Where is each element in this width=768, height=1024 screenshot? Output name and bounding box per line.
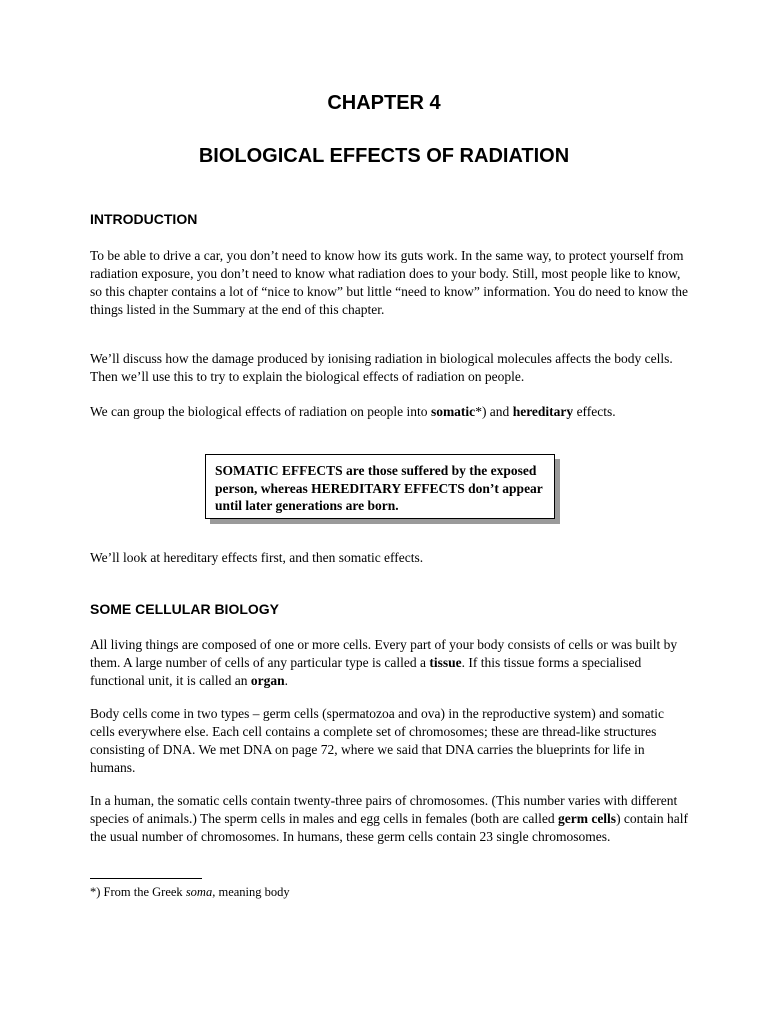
- term-somatic: somatic: [430, 404, 476, 419]
- paragraph-intro-2: We’ll discuss how the damage produced by ionising radiation in biological molecules affects the body cells. Then we’ll use this to try to explain the biological effects of radiation on people.: [90, 351, 673, 384]
- paragraph-text: .: [284, 673, 288, 688]
- chapter-title: BIOLOGICAL EFFECTS OF RADIATION: [198, 145, 570, 167]
- paragraph-bio-3: [90, 792, 690, 846]
- paragraph-text: . If this tissue forms a specialised functional unit, it is called an: [90, 655, 642, 688]
- paragraph-text: All living things are composed of one or more cells. Every part of your body consists of cells or was built by them. A large number of cells of any particular type is called a: [90, 637, 678, 670]
- term-organ: organ: [250, 673, 285, 688]
- footnote: [90, 884, 290, 900]
- paragraph-bio-1: [90, 636, 690, 690]
- term-germ-cells: germ cells: [557, 811, 617, 826]
- term-tissue: tissue: [429, 655, 462, 670]
- section-heading-introduction: INTRODUCTION: [90, 211, 198, 227]
- footnote-text: *) From the Greek: [90, 885, 186, 899]
- paragraph-text: effects.: [573, 404, 616, 419]
- paragraph-intro-4: We’ll look at hereditary effects first, and then somatic effects.: [90, 550, 424, 565]
- paragraph-intro-3: [90, 403, 690, 421]
- footnote-term: soma: [185, 885, 213, 899]
- definition-callout-box: [205, 454, 555, 519]
- paragraph-text: ) contain half the usual number of chromosomes. In humans, these germ cells contain 23 single chromosomes.: [90, 811, 689, 844]
- paragraph-intro-1: To be able to drive a car, you don’t need to know how its guts work. In the same way, to protect yourself from radiation exposure, you don’t need to know what radiation does to your body. Still, most people like to know, so this chapter contains a lot of “nice to know” but little “need to know” information. You do need to know the things listed in the Summary at the end of this chapter.: [90, 248, 689, 317]
- section-heading-cellular-biology: SOME CELLULAR BIOLOGY: [90, 601, 279, 617]
- paragraph-text: In a human, the somatic cells contain twenty-three pairs of chromosomes. (This number varies with different species of animals.) The sperm cells in males and egg cells in females (both are called: [90, 793, 678, 826]
- footnote-text: , meaning body: [212, 885, 290, 899]
- chapter-label: CHAPTER 4: [327, 92, 441, 114]
- term-hereditary: hereditary: [512, 404, 574, 419]
- footnote-divider: [90, 878, 202, 879]
- paragraph-text: We can group the biological effects of radiation on people into: [90, 404, 431, 419]
- callout-text: SOMATIC EFFECTS are those suffered by the exposed person, whereas HEREDITARY EFFECTS don’t appear until later generations are born.: [215, 463, 543, 513]
- paragraph-bio-2: Body cells come in two types – germ cells (spermatozoa and ova) in the reproductive system) and somatic cells everywhere else. Each cell contains a complete set of chromosomes; these are thread-like structures consisting of DNA. We met DNA on page 72, where we said that DNA carries the blueprints for life in humans.: [90, 706, 664, 775]
- paragraph-text: *) and: [475, 404, 513, 419]
